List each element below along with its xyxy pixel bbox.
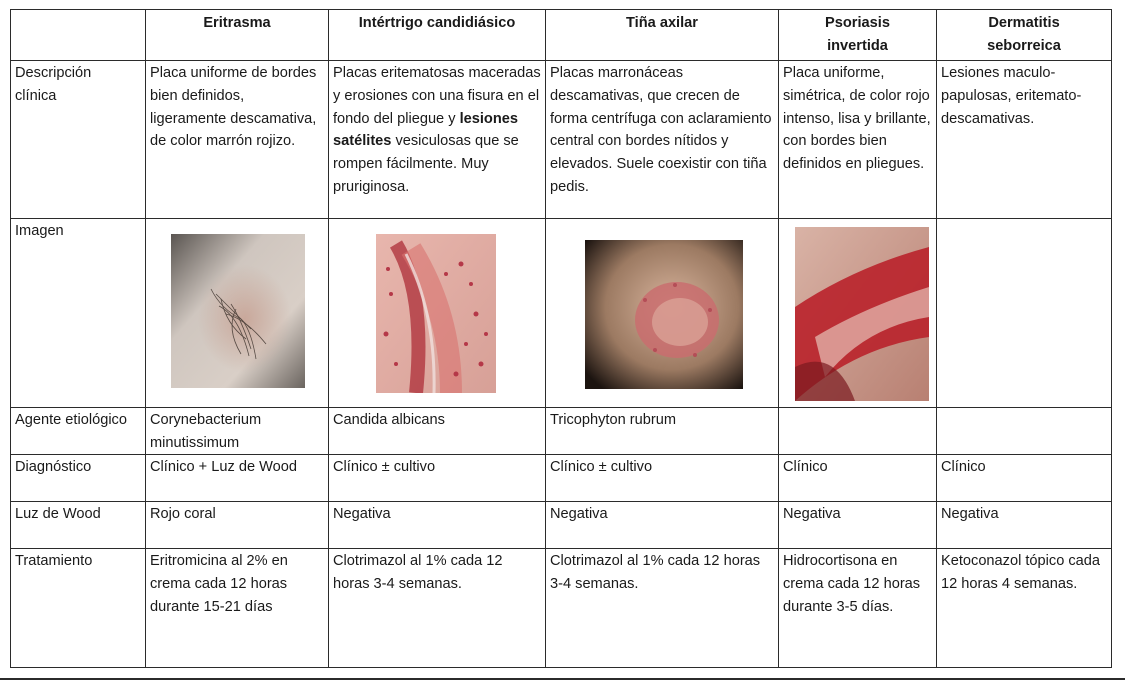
row-divider xyxy=(10,548,1112,549)
table-border-top xyxy=(10,9,1112,10)
cell-diagnostico-tina: Clínico ± cultivo xyxy=(550,459,653,475)
row-divider xyxy=(10,60,1112,61)
intertrigo-photo xyxy=(376,234,496,393)
cell-agente-eritrasma: Corynebacterium minutissimum xyxy=(150,412,262,451)
cell-wood-intertrigo: Negativa xyxy=(333,506,391,522)
row-label-wood: Luz de Wood xyxy=(15,506,101,522)
descripcion-intertrigo-text-c: vesiculosas que se rompen fácilmente. Muy pruriginosa. xyxy=(333,133,519,195)
eritrasma-photo xyxy=(171,234,305,388)
row-label-imagen: Imagen xyxy=(15,223,64,239)
cell-tratamiento-intertrigo: Clotrimazol al 1% cada 12 horas 3-4 semanas. xyxy=(333,553,503,592)
row-label-descripcion: Descripción clínica xyxy=(15,65,92,104)
row-divider xyxy=(10,218,1112,219)
descripcion-intertrigo-emphasis: lesiones satélites xyxy=(333,110,518,150)
cell-diagnostico-intertrigo: Clínico ± cultivo xyxy=(333,459,436,475)
cell-tratamiento-psoriasis: Hidrocortisona en crema cada 12 horas durante 3-5 días. xyxy=(783,553,921,615)
row-divider xyxy=(10,501,1112,502)
header-psoriasis: Psoriasis invertida xyxy=(825,15,890,54)
cell-wood-tina: Negativa xyxy=(550,506,608,522)
cell-diagnostico-psoriasis: Clínico xyxy=(783,459,828,475)
row-divider xyxy=(10,407,1112,408)
cell-wood-dermatitis: Negativa xyxy=(941,506,999,522)
cell-tratamiento-dermatitis: Ketoconazol tópico cada 12 horas 4 semanas. xyxy=(941,553,1101,592)
descripcion-intertrigo-text-a: Placas eritematosas maceradas y erosiones con una fisura en el fondo del pliegue y xyxy=(333,65,541,127)
row-label-diagnostico: Diagnóstico xyxy=(15,459,92,475)
cell-wood-psoriasis: Negativa xyxy=(783,506,841,522)
cell-descripcion-psoriasis: Placa uniforme, simétrica, de color rojo intenso, lisa y brillante, con bordes bien definidos en pliegues. xyxy=(783,65,931,173)
cell-tratamiento-tina: Clotrimazol al 1% cada 12 horas 3-4 semanas. xyxy=(550,553,761,592)
cell-descripcion-eritrasma: Placa uniforme de bordes bien definidos, ligeramente descamativa, de color marrón rojizo. xyxy=(150,65,317,150)
psoriasis-photo xyxy=(795,227,929,401)
cell-agente-intertrigo: Candida albicans xyxy=(333,412,445,428)
comparison-table xyxy=(10,9,1112,668)
cell-descripcion-tina: Placas marronáceas descamativas, que crecen de forma centrífuga con aclaramiento central con bordes nítidos y elevados. Suele coexistir con tiña pedis. xyxy=(550,65,772,195)
tina-photo xyxy=(585,240,743,389)
cell-diagnostico-dermatitis: Clínico xyxy=(941,459,986,475)
header-tina: Tiña axilar xyxy=(626,15,698,31)
cell-wood-eritrasma: Rojo coral xyxy=(150,506,216,522)
cell-diagnostico-eritrasma: Clínico + Luz de Wood xyxy=(150,459,297,475)
cell-tratamiento-eritrasma: Eritromicina al 2% en crema cada 12 horas durante 15-21 días xyxy=(150,553,288,615)
header-eritrasma: Eritrasma xyxy=(203,15,271,31)
bottom-rule xyxy=(0,678,1125,680)
header-dermatitis: Dermatitis seborreica xyxy=(987,15,1061,54)
row-label-tratamiento: Tratamiento xyxy=(15,553,93,569)
table-border-right xyxy=(1111,9,1112,668)
cell-agente-tina: Tricophyton rubrum xyxy=(550,412,676,428)
header-intertrigo: Intértrigo candidiásico xyxy=(358,15,516,31)
row-label-agente: Agente etiológico xyxy=(15,412,127,428)
cell-descripcion-intertrigo xyxy=(329,62,545,199)
cell-descripcion-dermatitis: Lesiones maculo-papulosas, eritemato-descamativas. xyxy=(941,65,1082,127)
table-border-bottom xyxy=(10,667,1112,668)
